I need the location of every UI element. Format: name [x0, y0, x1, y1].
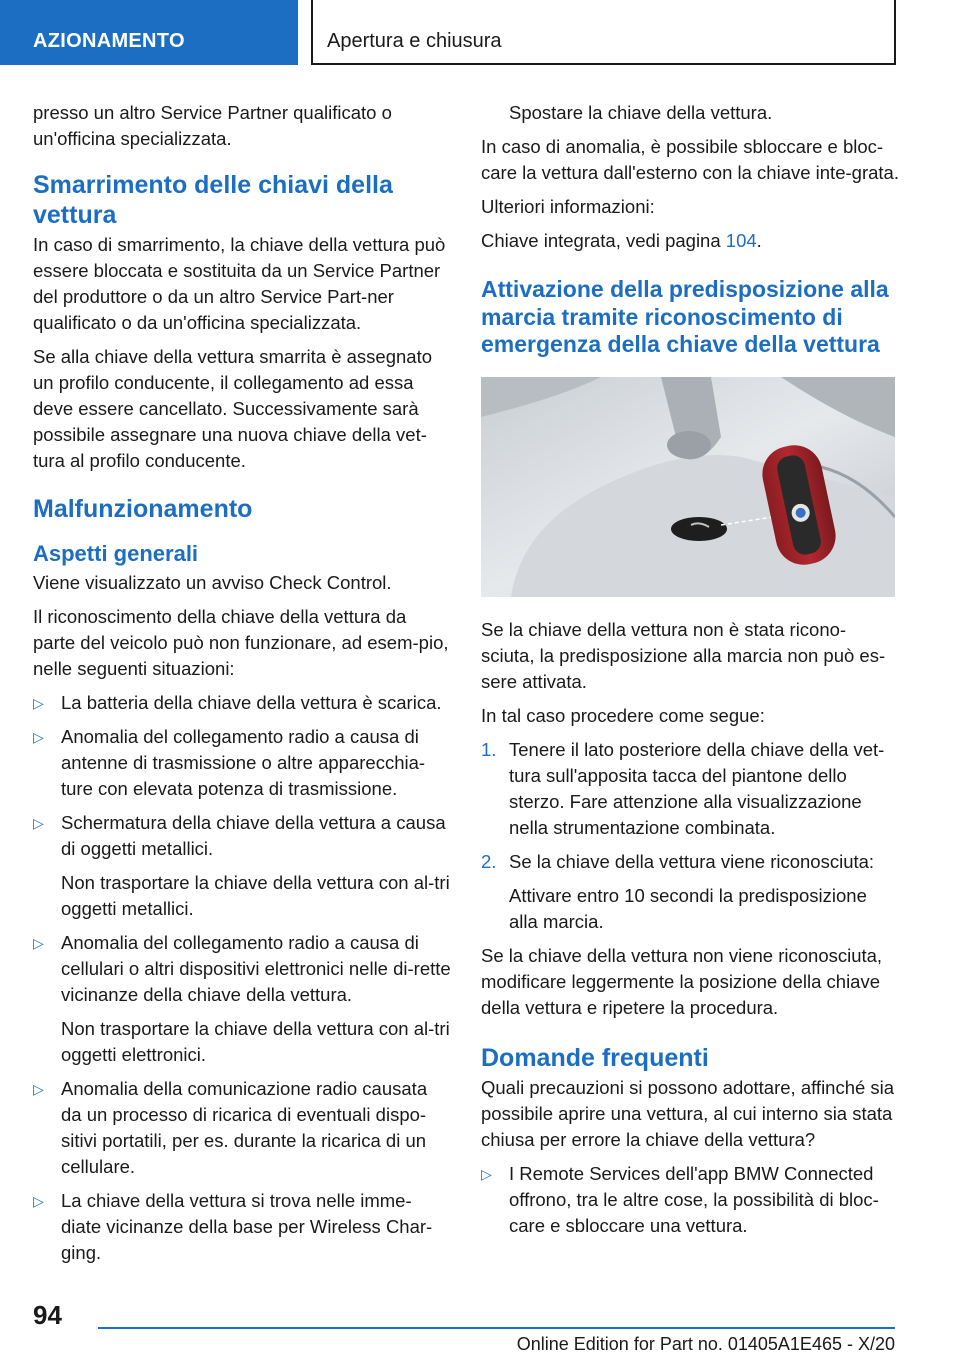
right-column	[481, 100, 899, 1247]
heading-malfunction: Malfunzionamento	[33, 495, 253, 523]
bullet-item	[33, 1188, 451, 1266]
left-column	[33, 100, 451, 1274]
header-section-tab: AZIONAMENTO	[0, 0, 298, 65]
integrated-key-reference	[481, 228, 899, 254]
heading-general: Aspetti generali	[33, 541, 199, 566]
bullet-triangle-icon: ▷	[33, 935, 44, 951]
page-link[interactable]: 104	[725, 230, 757, 251]
procedure-intro: In tal caso procedere come segue:	[481, 704, 765, 726]
bullet-text: Anomalia della comunicazione radio causata da un processo di ricarica di eventuali dispo-sitivi portatili, per es. durante la ricarica di un cellulare.	[61, 1078, 428, 1177]
check-control-text: Viene visualizzato un avviso Check Control.	[33, 572, 392, 593]
not-recognized-text: Se la chiave della vettura non è stata ricono-sciuta, la predisposizione alla marcia non può es-sere attivata.	[481, 618, 886, 692]
bullet-text: Anomalia del collegamento radio a causa di cellulari o altri dispositivi elettronici nelle di-rette vicinanze della chiave della vettura.	[61, 932, 451, 1005]
not-recognized-retry-text: Se la chiave della vettura non viene riconosciuta, modificare leggermente la posizione della chiave della vettura e ripetere la procedura.	[481, 944, 883, 1018]
bullet-text: La batteria della chiave della vettura è scarica.	[61, 692, 442, 713]
bullet-item	[33, 1076, 451, 1180]
bullet-triangle-icon: ▷	[33, 1081, 44, 1097]
step-number: 2.	[481, 850, 497, 872]
bullet-text: I Remote Services dell'app BMW Connected offrono, tra le altre cose, la possibilità di bloc-care e sbloccare una vettura.	[509, 1162, 879, 1236]
bullet-text: Anomalia del collegamento radio a causa di antenne di trasmissione o altre apparecchia-ture con elevata potenza di trasmissione.	[61, 726, 426, 799]
numbered-step	[481, 737, 899, 841]
more-info-label: Ulteriori informazioni:	[481, 196, 655, 217]
bullet-triangle-icon: ▷	[33, 815, 44, 831]
car-interior-key-icon	[481, 377, 895, 597]
heading-faq: Domande frequenti	[481, 1043, 709, 1072]
continued-bullet-text: Spostare la chiave della vettura.	[509, 102, 773, 123]
bullet-triangle-icon: ▷	[33, 729, 44, 745]
bullet-triangle-icon: ▷	[481, 1165, 492, 1182]
reference-period: .	[756, 230, 762, 251]
intro-text: presso un altro Service Partner qualificato o un'officina specializzata.	[33, 102, 392, 149]
step-subtext: Attivare entro 10 secondi la predisposizione alla marcia.	[509, 884, 867, 932]
header-chapter-title: Apertura e chiusura	[311, 0, 896, 65]
numbered-step	[481, 849, 899, 935]
bullet-item	[33, 690, 451, 716]
bullet-triangle-icon: ▷	[33, 1193, 44, 1209]
footer-edition: Online Edition for Part no. 01405A1E465 - X/20	[516, 1334, 895, 1354]
bullet-item	[33, 810, 451, 922]
heading-emergency-recognition: Attivazione della predisposizione alla marcia tramite riconoscimento di emergenza della chiave della vettura	[481, 276, 889, 357]
bullet-subtext: Non trasportare la chiave della vettura con al-tri oggetti elettronici.	[61, 1018, 450, 1065]
bullet-item	[33, 930, 451, 1068]
anomaly-text: In caso di anomalia, è possibile sbloccare e bloc-care la vettura dall'esterno con la chiave inte-grata.	[481, 136, 899, 183]
step-text: Tenere il lato posteriore della chiave della vet-tura sull'apposita tacca del piantone dello sterzo. Fare attenzione alla visualizzazione nella strumentazione combinata.	[509, 738, 885, 838]
key-steering-column-illustration	[481, 377, 895, 597]
bullet-item	[481, 1161, 899, 1239]
step-text: Se la chiave della vettura viene riconosciuta:	[509, 850, 875, 872]
bullet-triangle-icon: ▷	[33, 695, 44, 711]
faq-question: Quali precauzioni si possono adottare, affinché sia possibile aprire una vettura, al cui interno sia stata chiusa per errore la chiave della vettura?	[481, 1076, 895, 1150]
bullet-subtext: Non trasportare la chiave della vettura con al-tri oggetti metallici.	[61, 872, 450, 919]
reference-text: Chiave integrata, vedi pagina	[481, 230, 721, 251]
heading-lost-keys: Smarrimento delle chiavi della vettura	[33, 171, 393, 229]
recognition-text: Il riconoscimento della chiave della vettura da parte del veicolo può non funzionare, ad esem-pio, nelle seguenti situazioni:	[33, 606, 449, 679]
bullet-item	[33, 724, 451, 802]
page-number: 94	[33, 1300, 62, 1330]
bullet-text: La chiave della vettura si trova nelle imme-diate vicinanze della base per Wireless Char-ging.	[61, 1190, 433, 1263]
step-number: 1.	[481, 738, 497, 760]
lost-keys-text-1: In caso di smarrimento, la chiave della vettura può essere bloccata e sostituita da un Service Partner del produttore o da un altro Service Part-ner qualificato o da un'officina specializzata.	[33, 234, 446, 333]
footer-divider	[98, 1327, 895, 1329]
lost-keys-text-2: Se alla chiave della vettura smarrita è assegnato un profilo conducente, il collegamento ad essa deve essere cancellato. Successivamente sarà possibile assegnare una nuova chiave della vet-tura al profilo conducente.	[33, 346, 432, 471]
bullet-text: Schermatura della chiave della vettura a causa di oggetti metallici.	[61, 812, 446, 859]
